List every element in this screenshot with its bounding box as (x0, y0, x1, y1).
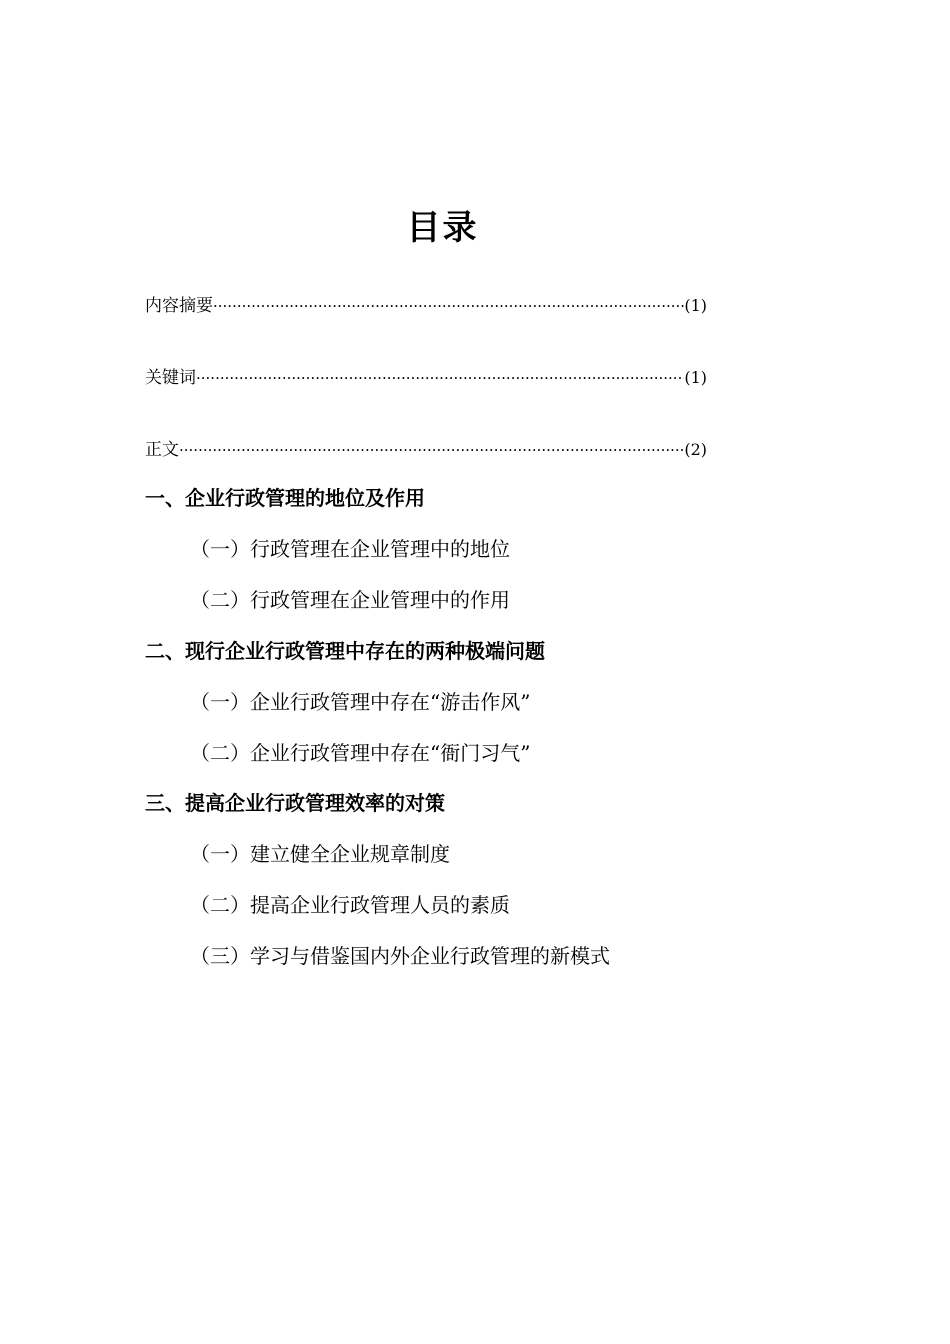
toc-entry-body[interactable] (145, 438, 707, 462)
toc-subsection[interactable]: （一）行政管理在企业管理中的地位 (190, 537, 510, 561)
toc-subsection[interactable]: （二）企业行政管理中存在“衙门习气” (190, 741, 531, 765)
dot-leader (213, 294, 684, 318)
toc-page-number: (2) (684, 440, 707, 459)
toc-entry-abstract[interactable] (145, 294, 707, 318)
toc-page-number: (1) (684, 296, 707, 315)
dot-leader (196, 366, 684, 390)
toc-entry-label: 内容摘要 (145, 296, 213, 316)
toc-entry-label: 关键词 (145, 368, 196, 388)
toc-subsection[interactable]: （二）行政管理在企业管理中的作用 (190, 588, 510, 612)
toc-page-number: (1) (684, 368, 707, 387)
toc-subsection[interactable]: （一）企业行政管理中存在“游击作风” (190, 690, 531, 714)
toc-subsection[interactable]: （二）提高企业行政管理人员的素质 (190, 893, 510, 917)
toc-entry-label: 正文 (145, 440, 179, 460)
toc-subsection[interactable]: （一）建立健全企业规章制度 (190, 842, 450, 866)
toc-section-heading[interactable]: 二、现行企业行政管理中存在的两种极端问题 (145, 639, 545, 663)
dot-leader (179, 438, 684, 462)
toc-entry-keywords[interactable] (145, 366, 707, 390)
toc-subsection[interactable]: （三）学习与借鉴国内外企业行政管理的新模式 (190, 944, 610, 968)
toc-section-heading[interactable]: 一、企业行政管理的地位及作用 (145, 486, 425, 510)
toc-section-heading[interactable]: 三、提高企业行政管理效率的对策 (145, 791, 445, 815)
toc-title: 目录 (406, 208, 479, 248)
